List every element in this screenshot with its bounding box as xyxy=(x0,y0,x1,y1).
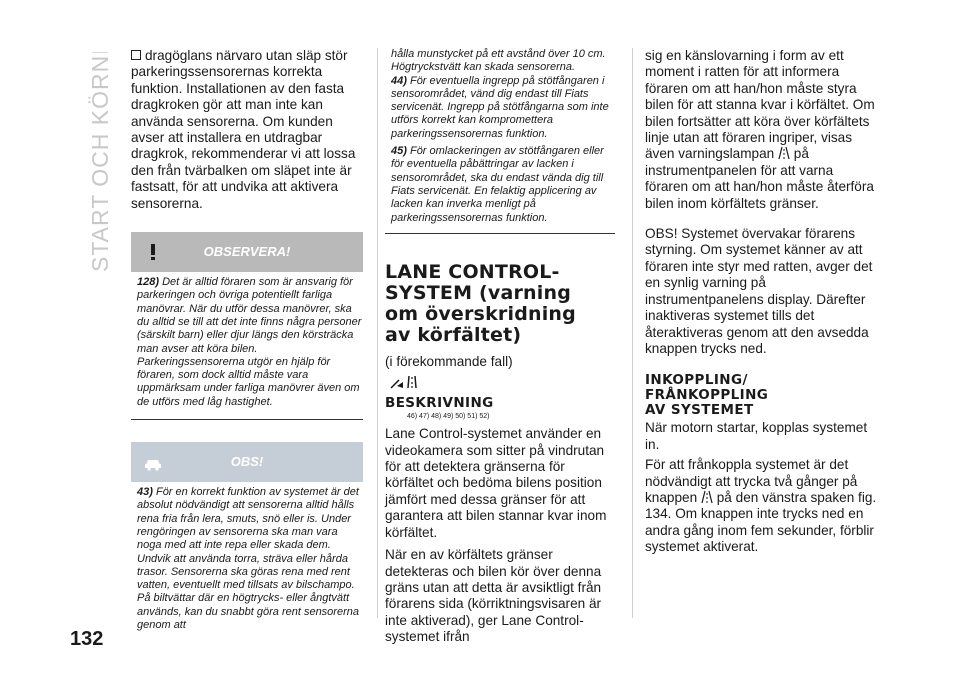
paragraph-text: För att frånkoppla systemet är det nödvändigt att trycka två gånger på knappen xyxy=(645,457,858,505)
intro-text: dragöglans närvaro utan släp stör parkeringssensorernas korrekta funktion. Installationen av den fasta dragkroken gör att man inte kan använda sensorerna. Om kunden avser att installera en utdragbar dragkrok, rekommenderar vi att lossa den från tvärbalken om släpet inte är fastsatt, för att undvika att aktivera sensorerna. xyxy=(131,48,356,211)
side-section-title xyxy=(84,52,114,272)
observera-header xyxy=(131,232,363,272)
optional-note: (i förekommande fall) xyxy=(385,353,513,369)
note-128 xyxy=(137,276,363,409)
column-3 xyxy=(645,48,877,570)
note-44 xyxy=(391,75,615,141)
obs-header xyxy=(131,442,363,482)
note-43 xyxy=(137,486,363,632)
note-number: 128) xyxy=(137,276,160,289)
description-paragraph: Lane Control-systemet använder en videokamera som sitter på vindrutan för att detektera gränserna för körfältet och bedöma bilens position jämfört med dessa gränser för att garantera att bilen stannar kvar inom körfältet. xyxy=(385,426,607,540)
page-number: 132 xyxy=(70,628,104,650)
paragraph-obs: OBS! Systemet övervakar förarens styrning. Om systemet känner av att föraren inte styr med ratten, avger det en synlig varning på instrumentpanelens display. Därefter inaktiveras systemet tills det återaktiveras genom att den avsedda knappen trycks ned. xyxy=(645,226,873,356)
paragraph-warning xyxy=(645,48,877,212)
lane-button-icon xyxy=(701,490,713,504)
section-heading-line: SYSTEM (varning xyxy=(385,281,572,304)
paragraph-text: på den vänstra spaken fig. 134. Om knappen inte trycks ned en andra gång inom fem sekunder, förblir systemet aktiverat. xyxy=(645,489,877,555)
column-1 xyxy=(131,48,363,636)
paragraph-disable xyxy=(645,457,877,555)
column-divider xyxy=(377,48,378,618)
section-heading-line: LANE CONTROL- xyxy=(385,260,560,283)
section-heading-inkoppling xyxy=(645,373,877,418)
note-number: 44) xyxy=(391,74,407,87)
note-45 xyxy=(391,145,615,225)
note-text: Det är alltid föraren som är ansvarig för parkeringen och övriga potentiellt farliga manövrar. När du utför dessa manövrer, ska du alltid se till att det inte finns några personer (särskilt barn) eller djur längs den körsträcka man avser att köra bilen. Parkeringssensorerna utgör en hjälp för föraren, som dock alltid måste vara uppmärksam under farliga manövrer även om de utförs med låg hastighet. xyxy=(137,276,362,408)
obs-title: OBS! xyxy=(230,454,264,470)
column-divider xyxy=(632,48,633,618)
note-references: 46) 47) 48) 49) 50) 51) 52) xyxy=(407,413,490,421)
section-heading-line: FRÅNKOPPLING xyxy=(645,387,769,404)
note-text: För en korrekt funktion av systemet är det absolut nödvändigt att sensorerna alltid hålls rena fria från lera, smuts, snö eller is. Under rengöringen av sensorerna ska man vara noga med att inte repa eller skada dem. Undvik att använda torra, sträva eller hårda trasor. Sensorerna ska göras rena med rent vatten, eventuellt med tillsats av bilschampo. På biltvättar där en högtrycks- eller ångtvätt används, kan du snabbt göra rent sensorerna genom att xyxy=(137,486,359,631)
paragraph-text: på instrumentpanelen för att varna föraren om att han/hon måste återföra bilen inom körfältets gränser. xyxy=(645,146,874,211)
paragraph-text: sig en känslovarning i form av ett moment i ratten för att informera föraren om att han/hon måste styra bilen för att stanna kvar i körfältet. Om bilen fortsätter att köra över körfältets linje utan att föraren ingriper, visas även varningslampan xyxy=(645,48,875,162)
section-heading-line: INKOPPLING/ xyxy=(645,372,748,389)
lane-warning-lamp-icon xyxy=(778,146,790,160)
section-heading-line: om överskridning xyxy=(385,302,576,325)
section-heading xyxy=(385,262,615,346)
note-number: 43) xyxy=(137,486,153,499)
note-text: För eventuella ingrepp på stötfångaren i sensorområdet, vänd dig endast till Fiats servicenät. Ingrepp på stötfångarna som inte utförs korrekt kan kompromettera parkeringssensorernas funktion. xyxy=(391,74,609,140)
section-heading-line: av körfältet) xyxy=(385,323,522,346)
column-2 xyxy=(385,48,615,660)
description-title: BESKRIVNING xyxy=(385,395,494,412)
observera-title: OBSERVERA! xyxy=(203,244,291,260)
note-43-continued: hålla munstycket på ett avstånd över 10 cm. Högtryckstvätt kan skada sensorerna. xyxy=(391,48,606,74)
checkbox-icon xyxy=(131,50,141,60)
observera-box xyxy=(131,276,363,420)
obs-box xyxy=(131,486,363,632)
section-heading-line: AV SYSTEMET xyxy=(645,402,754,419)
intro-paragraph xyxy=(131,48,363,212)
side-title-text: START OCH KÖRNING xyxy=(87,52,113,272)
note-text: För omlackeringen av stötfångaren eller för eventuella påbättringar av lacken i sensorområdet, ska du endast vända dig till Fiats servicenät. En felaktig applicering av lacken kan inverka menligt på parkeringssensorernas funktion. xyxy=(391,145,604,224)
note-number: 45) xyxy=(391,145,407,158)
lane-departure-icon xyxy=(389,374,423,390)
obs-continued-box xyxy=(385,48,615,234)
description-paragraph-2: När en av körfältets gränser detekteras och bilen kör över denna gräns utan att detta är avsiktligt från förarens sida (körriktningsvisaren är inte aktiverad), ger Lane Control-systemet ifrån xyxy=(385,547,602,645)
paragraph-start: När motorn startar, kopplas systemet in. xyxy=(645,420,868,452)
